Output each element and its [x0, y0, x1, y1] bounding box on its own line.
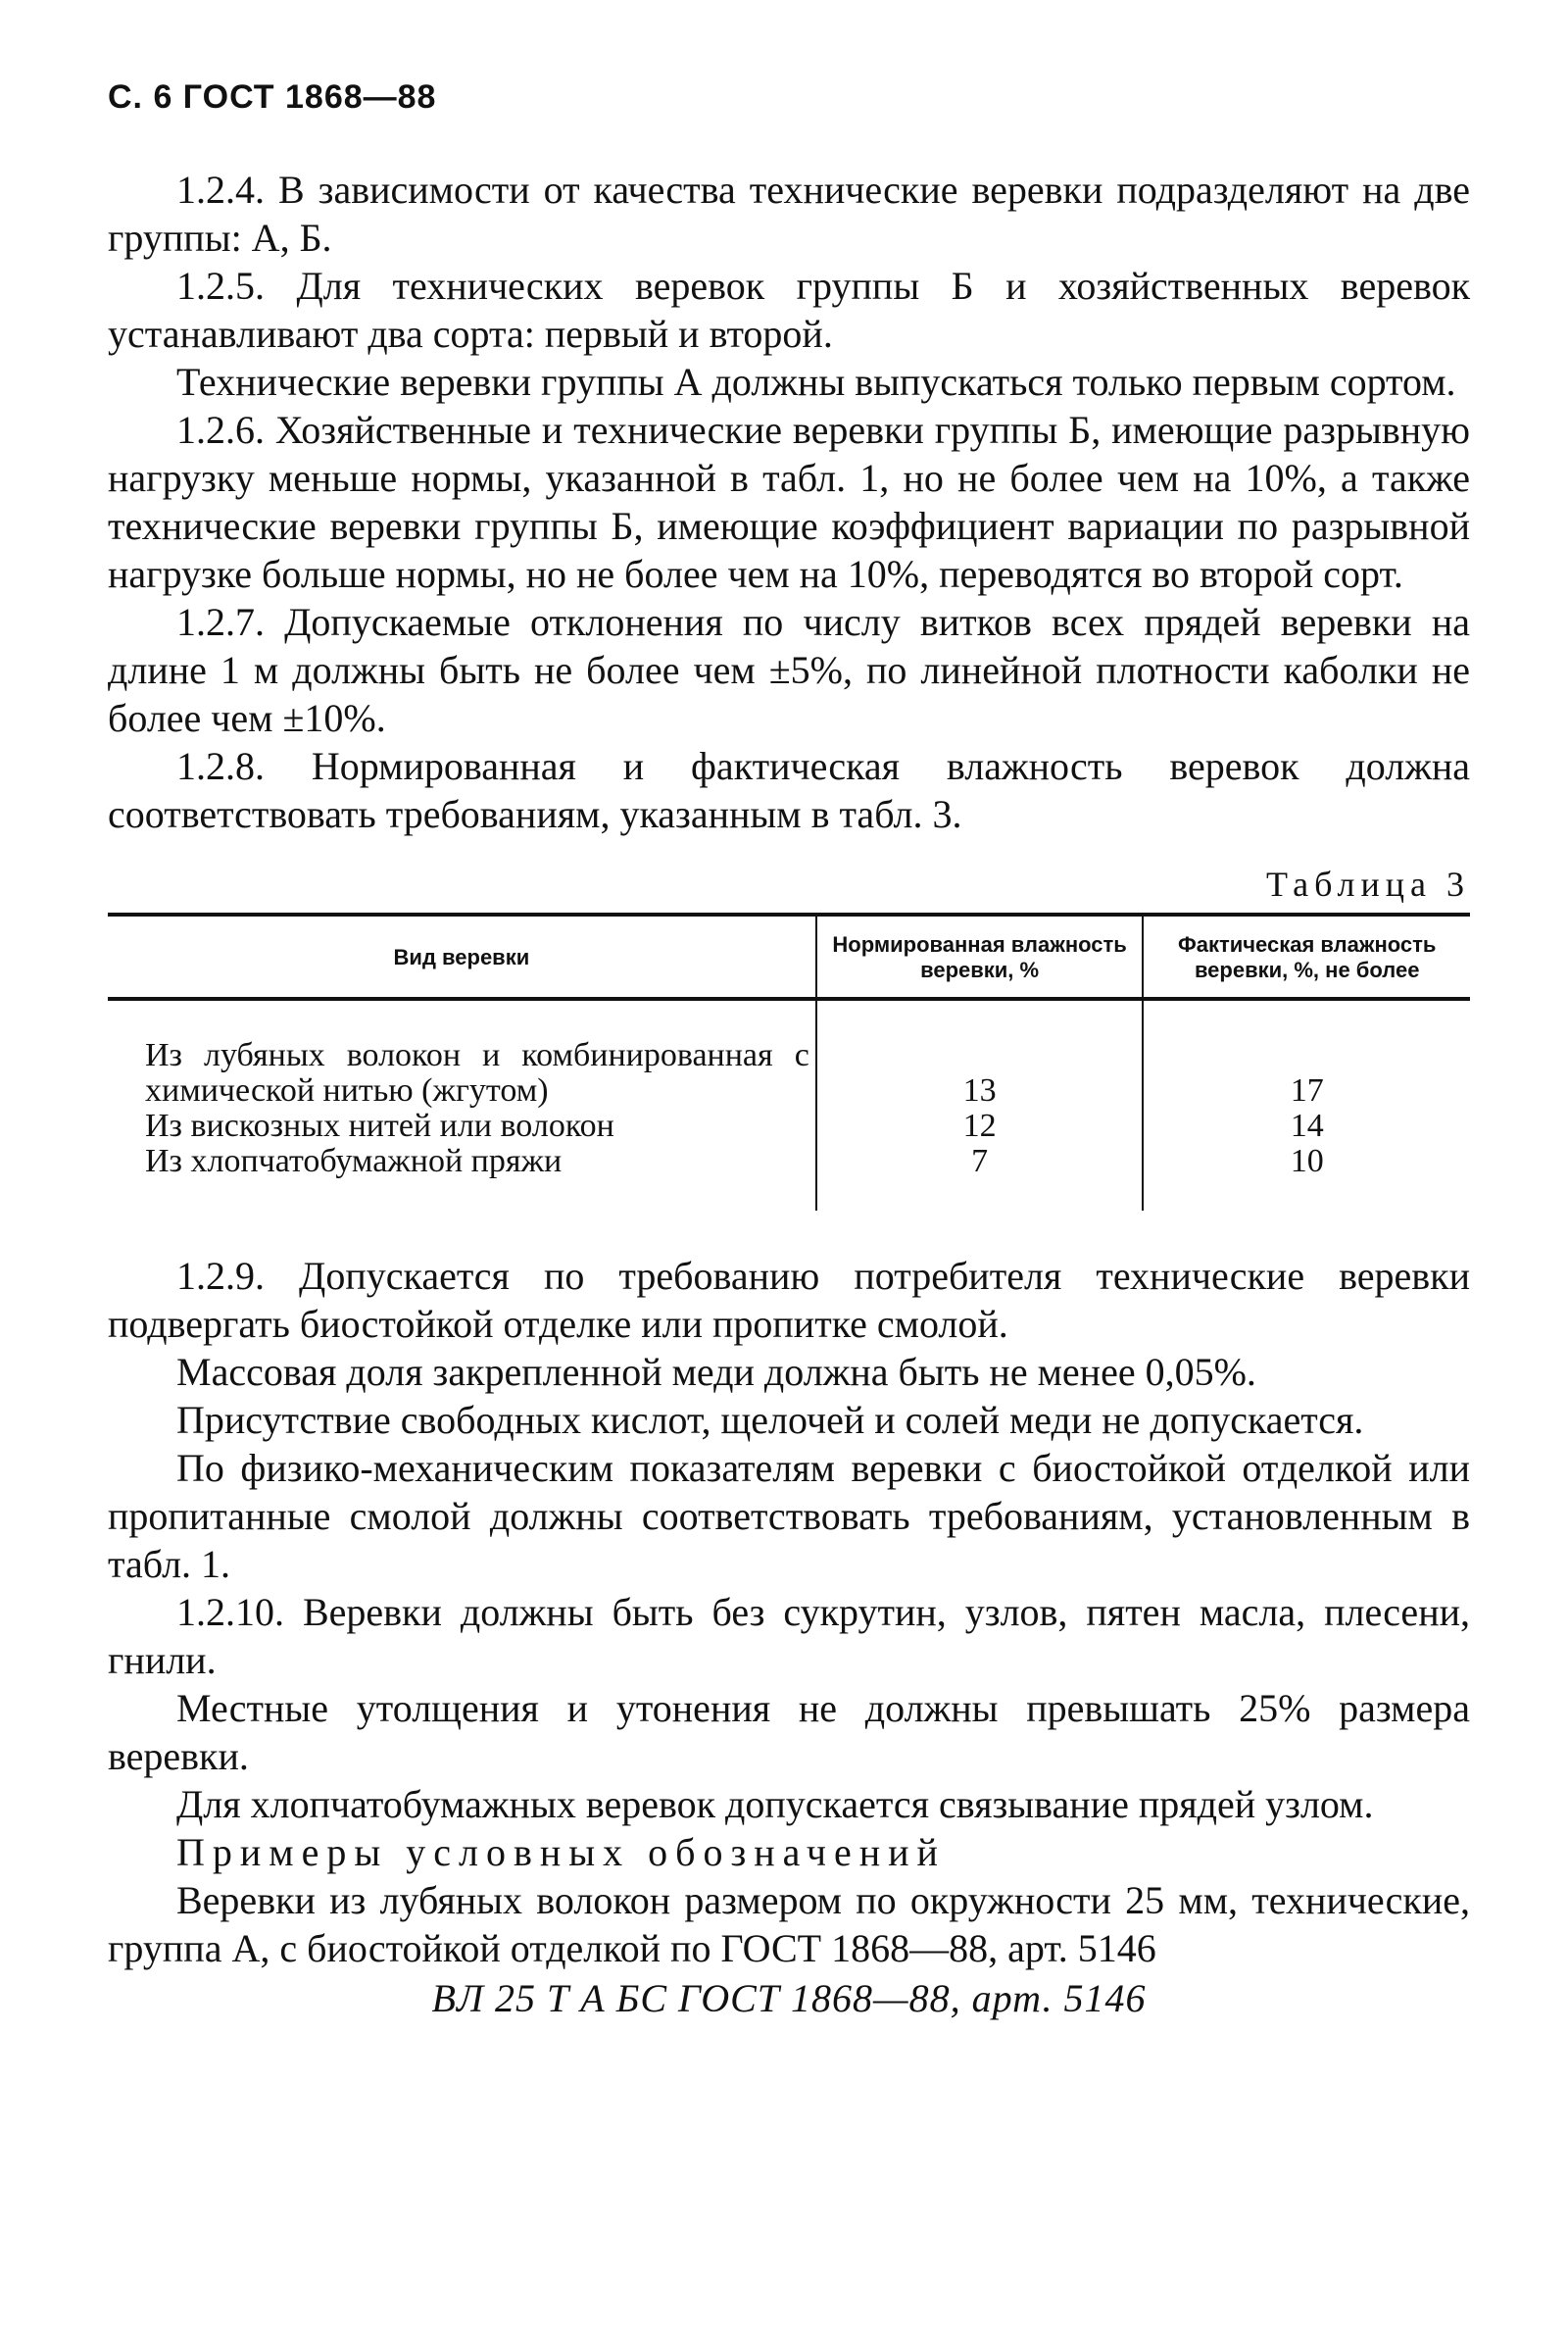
paragraph-group-a-first-grade: Технические веревки группы А должны выпускаться только первым сортом.: [176, 360, 1456, 404]
paragraph-1-2-8: 1.2.8. Нормированная и фактическая влажность веревок должна соответствовать требованиям, указанным в табл. 3.: [108, 744, 1470, 836]
paragraph-1-2-6: 1.2.6. Хозяйственные и технические веревки группы Б, имеющие разрывную нагрузку меньше нормы, указанной в табл. 1, но не более чем на 10%, а также технические веревки группы Б, имеющие коэффициент вариации по разрывной нагрузке больше нормы, но не более чем на 10%, переводятся во второй сорт.: [108, 408, 1470, 596]
normative-humidity-cell: 13: [816, 999, 1144, 1109]
actual-humidity-cell: 14: [1143, 1109, 1470, 1144]
table-caption: Таблица 3: [1266, 865, 1470, 904]
paragraph-1-2-10: 1.2.10. Веревки должны быть без сукрутин, узлов, пятен масла, плесени, гнили.: [108, 1590, 1470, 1682]
examples-heading: Примеры условных обозначений: [176, 1830, 946, 1874]
rope-type-cell: Из хлопчатобумажной пряжи: [145, 1143, 563, 1179]
paragraph-local-thickening: Местные утолщения и утонения не должны превышать 25% размера веревки.: [108, 1686, 1470, 1778]
humidity-table: [108, 913, 1470, 1211]
example-designation: ВЛ 25 Т А БС ГОСТ 1868—88, арт. 5146: [431, 1976, 1147, 2020]
rope-type-cell: Из лубяных волокон и комбинированная с химической нитью (жгутом): [145, 1037, 809, 1109]
paragraph-free-acids: Присутствие свободных кислот, щелочей и солей меди не допускается.: [176, 1398, 1364, 1442]
normative-humidity-cell: 7: [816, 1144, 1144, 1211]
example-description: Веревки из лубяных волокон размером по окружности 25 мм, технические, группа А, с биостойкой отделкой по ГОСТ 1868—88, арт. 5146: [108, 1878, 1470, 1970]
paragraphs-after-table: [108, 1252, 1470, 1828]
rope-type-cell: Из вискозных нитей или волокон: [145, 1108, 614, 1144]
table-row: [108, 1109, 1470, 1144]
column-header-normative-humidity: Нормированная влажность веревки, %: [816, 915, 1144, 999]
paragraph-1-2-7: 1.2.7. Допускаемые отклонения по числу витков всех прядей веревки на длине 1 м должны быть не более чем ±5%, по линейной плотности каболки не более чем ±10%.: [108, 600, 1470, 740]
normative-humidity-cell: 12: [816, 1109, 1144, 1144]
page-header: С. 6 ГОСТ 1868—88: [108, 78, 437, 116]
column-header-rope-type: Вид веревки: [108, 915, 816, 999]
table-header-row: [108, 915, 1470, 999]
table-row: [108, 999, 1470, 1109]
paragraph-1-2-5: 1.2.5. Для технических веревок группы Б и хозяйственных веревок устанавливают два сорта: первый и второй.: [108, 264, 1470, 356]
paragraph-1-2-4: 1.2.4. В зависимости от качества технические веревки подразделяют на две группы: А, Б.: [108, 168, 1470, 260]
column-header-actual-humidity: Фактическая влажность веревки, %, не более: [1143, 915, 1470, 999]
paragraph-physical-mechanical: По физико-механическим показателям веревки с биостойкой отделкой или пропитанные смолой должны соответствовать требованиям, установленным в табл. 1.: [108, 1446, 1470, 1586]
paragraph-copper-share: Массовая доля закрепленной меди должна быть не менее 0,05%.: [176, 1350, 1256, 1394]
document-page: [108, 78, 1470, 2022]
table-row: [108, 1144, 1470, 1211]
paragraph-cotton-knots: Для хлопчатобумажных веревок допускается связывание прядей узлом.: [176, 1782, 1374, 1826]
actual-humidity-cell: 17: [1143, 999, 1470, 1109]
actual-humidity-cell: 10: [1143, 1144, 1470, 1211]
paragraph-1-2-9: 1.2.9. Допускается по требованию потребителя технические веревки подвергать биостойкой отделке или пропитке смолой.: [108, 1254, 1470, 1346]
